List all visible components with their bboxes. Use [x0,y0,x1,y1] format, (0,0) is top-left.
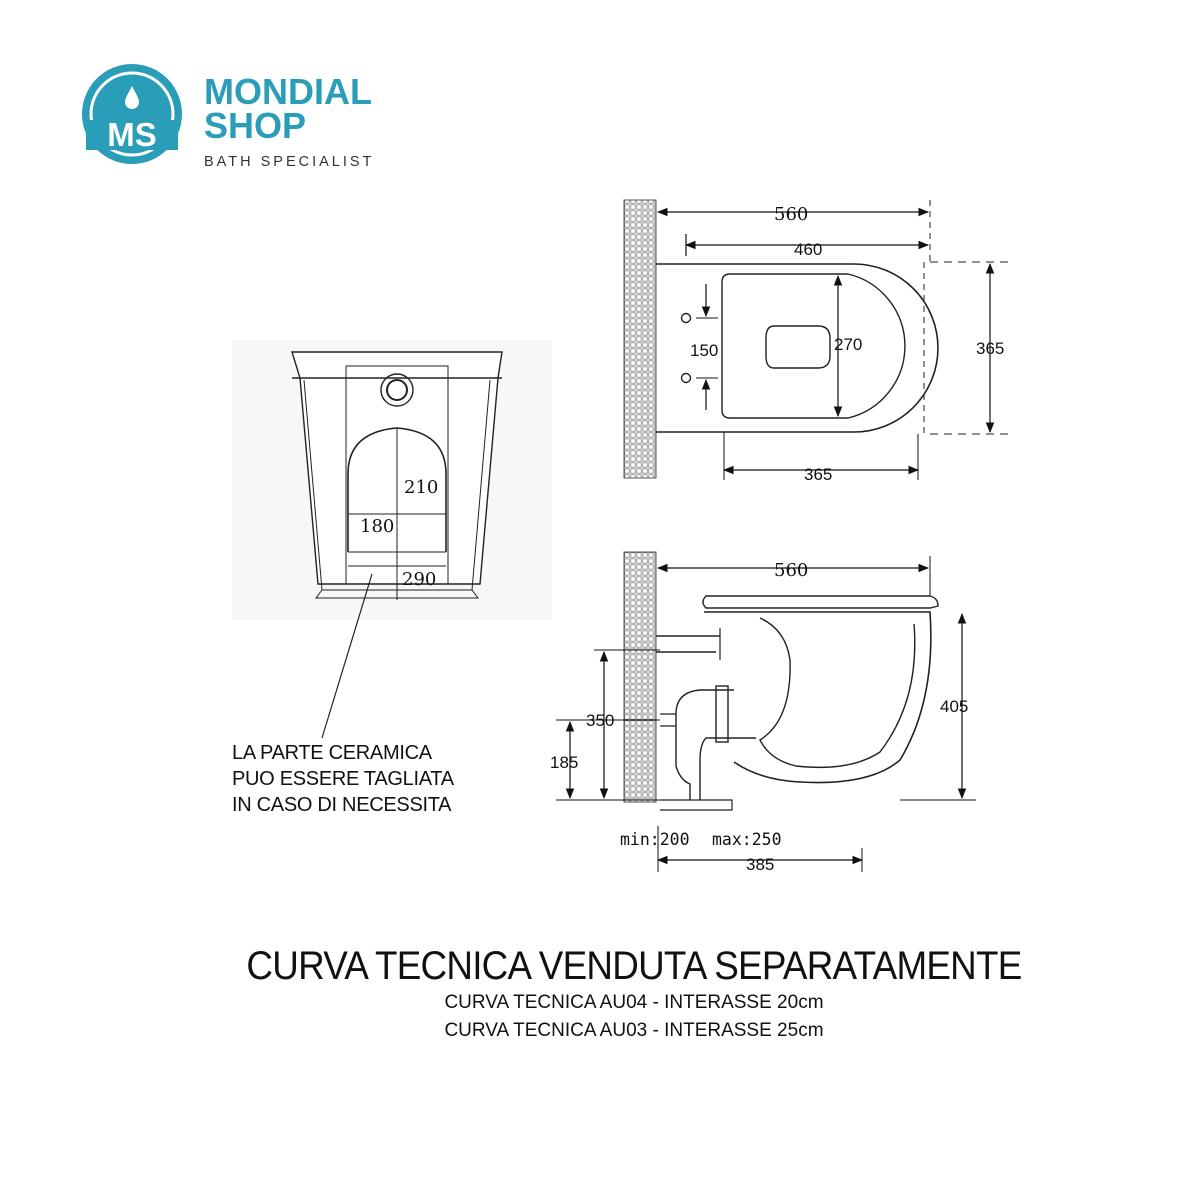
side-dim-560: 560 [774,560,809,581]
front-view [232,340,552,738]
footer-line-2: CURVA TECNICA AU03 - INTERASSE 25cm [444,1020,824,1041]
top-dim-560: 560 [774,204,809,225]
side-view-dimensions [556,556,976,872]
note-line-3: IN CASO DI NECESSITA [232,794,452,816]
fixing-hole-top [682,314,691,323]
side-outlet-collar [716,686,728,742]
logo-initials: MS [107,116,157,153]
side-min-label: min:200 [620,830,690,849]
top-dim-270: 270 [834,335,863,354]
side-dim-350: 350 [586,711,615,730]
side-max-label: max:250 [712,830,782,849]
top-bowl-opening [766,326,830,368]
fixing-hole-bottom [682,374,691,383]
note-line-2: PUO ESSERE TAGLIATA [232,768,454,790]
top-dim-365-width: 365 [804,465,833,484]
footer-line-1: CURVA TECNICA AU04 - INTERASSE 20cm [444,992,824,1013]
brand-name-line1: MONDIAL [204,71,372,112]
side-floor-pipe [660,800,732,810]
top-extension-vertical [924,200,930,434]
brand-tagline: BATH SPECIALIST [204,154,375,170]
front-dim-290: 290 [402,569,437,590]
side-seat-lid [703,596,938,608]
note-line-1: LA PARTE CERAMICA [232,742,432,764]
side-dim-385: 385 [746,855,775,874]
side-inlet-pipe [656,636,720,652]
side-view [624,552,938,810]
brand-name-line2: SHOP [204,105,307,146]
side-dim-185: 185 [550,753,579,772]
ceramic-cut-note [232,740,492,818]
side-dim-405: 405 [940,697,969,716]
side-wall [624,552,656,802]
front-dim-180: 180 [360,516,395,537]
top-wall [624,200,656,478]
top-seat-outline [722,274,905,418]
front-dim-210: 210 [404,477,439,498]
footer-title: CURVA TECNICA VENDUTA SEPARATAMENTE [246,944,1022,988]
top-dim-150: 150 [690,341,719,360]
side-outlet-connector [660,714,676,726]
top-dim-365-height: 365 [976,339,1005,358]
side-bowl-outline [704,612,931,783]
top-dim-460: 460 [794,240,823,259]
side-bowl-inner [760,618,915,767]
